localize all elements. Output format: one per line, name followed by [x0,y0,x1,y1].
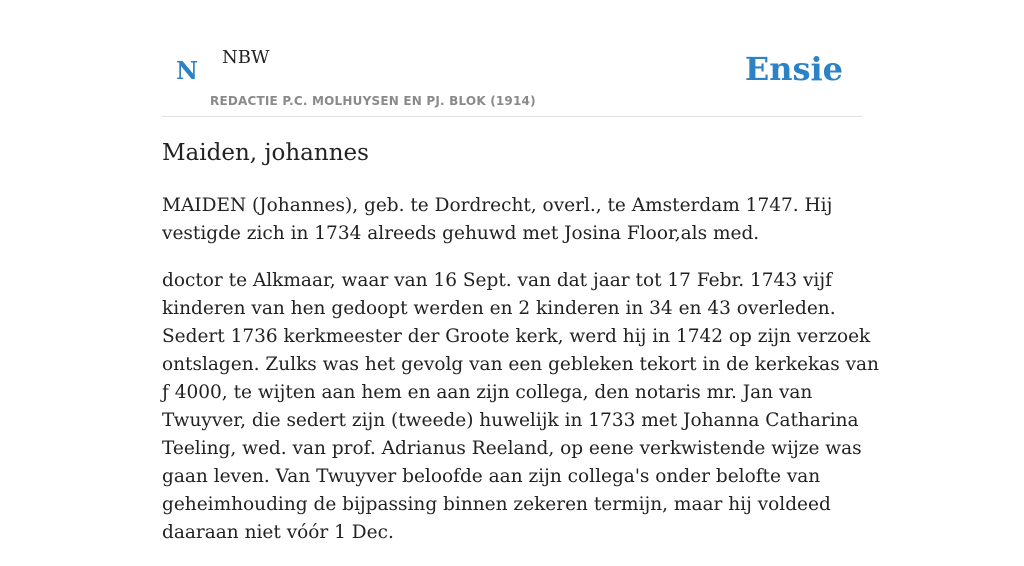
entry-paragraph: doctor te Alkmaar, waar van 16 Sept. van dat jaar tot 17 Febr. 1743 vijf kinderen van hen gedoopt werden en 2 kinderen in 34 en 43 overleden. Sedert 1736 kerkmeester der Groote kerk, werd hij in 1742 op zijn verzoek ontslagen. Zulks was het gevolg van een gebleken tekort in de kerkekas van ƒ 4000, te wijten aan hem en aan zijn collega, den notaris mr. Jan van Twuyver, die sedert zijn (tweede) huwelijk in 1733 met Johanna Catharina Teeling, wed. van prof. Adrianus Reeland, op eene verkwistende wijze was gaan leven. Van Twuyver beloofde aan zijn collega's onder belofte van geheimhouding de bijpassing binnen zekeren termijn, maar hij voldeed daaraan niet vóór 1 Dec. [162,270,879,543]
entry-title: Maiden, johannes [162,140,369,166]
source-subtitle: REDACTIE P.C. MOLHUYSEN EN PJ. BLOK (1914) [210,94,536,108]
source-logo-icon[interactable]: N [176,56,198,85]
source-header [162,38,862,117]
entry-paragraph: MAIDEN (Johannes), geb. te Dordrecht, overl., te Amsterdam 1747. Hij vestigde zich in 1734 alreeds gehuwd met Josina Floor,als med. [162,195,833,244]
ensie-logo-link[interactable]: Ensie [744,50,843,88]
source-title[interactable]: NBW [222,47,270,68]
entry-body [162,192,882,566]
